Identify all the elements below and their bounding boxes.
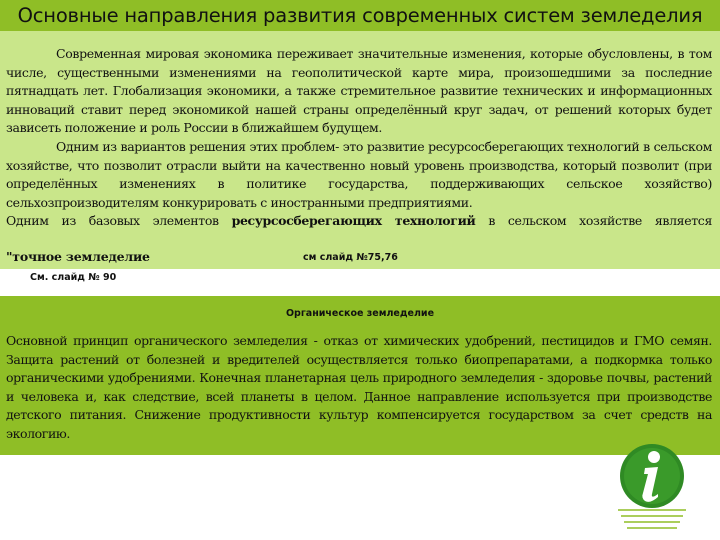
intro-text [6, 45, 712, 231]
info-icon[interactable] [612, 440, 692, 532]
intro-paragraph-3-end: в сельском хозяйстве является [475, 213, 712, 229]
intro-paragraph-1: Современная мировая экономика переживает значительные изменения, которые обусловлены, в том числе, существенными изменениями на геополитической карте мира, произошедшими за последние пятнадцать лет. Глобализация экономики, а также стремительное развитие технических и информационных инноваций ставит перед экономикой нашей страны определённый круг задач, от решений которых будет зависеть положение и роль России в ближайшем будущем. [6, 46, 712, 136]
intro-panel [0, 31, 720, 283]
page-title: Основные направления развития современных систем земледелия [0, 0, 720, 31]
organic-farming-heading: Органическое земледелие [285, 308, 435, 319]
intro-paragraph-3 [6, 212, 712, 231]
intro-paragraph-2: Одним из вариантов решения этих проблем- это развитие ресурсосберегающих технологий в сельском хозяйстве, что позволит отрасли выйти на качественно новый уровень производства, который позволит (при определённых изменениях в политике государства, поддерживающих сельское хозяйство) сельхозпроизводителям конкурировать с иностранными предприятиями. [6, 138, 712, 210]
slide-reference-link[interactable]: см слайд №75,76 [303, 252, 398, 263]
organic-farming-panel [0, 296, 720, 455]
precision-farming-term: "точное земледелие [6, 249, 150, 264]
intro-paragraph-3-bold: ресурсосберегающих технологий [231, 213, 476, 229]
intro-paragraph-3-start: Одним из базовых элементов [6, 213, 232, 229]
organic-farming-text: Основной принцип органического земледелия - отказ от химических удобрений, пестицидов и ГМО семян. Защита растений от болезней и вредителей осуществляется только биопрепаратами, а подкормка только органическими удобрениями. Конечная планетарная цель природного земледелия - здоровье почвы, растений и человека и, как следствие, всей планеты в целом. Данное направление используется при производстве детского питания. Снижение продуктивности культур компенсируется государством за счет средств на экологию. [6, 333, 712, 441]
slide-reference-link-2[interactable]: См. слайд № 90 [30, 272, 117, 283]
